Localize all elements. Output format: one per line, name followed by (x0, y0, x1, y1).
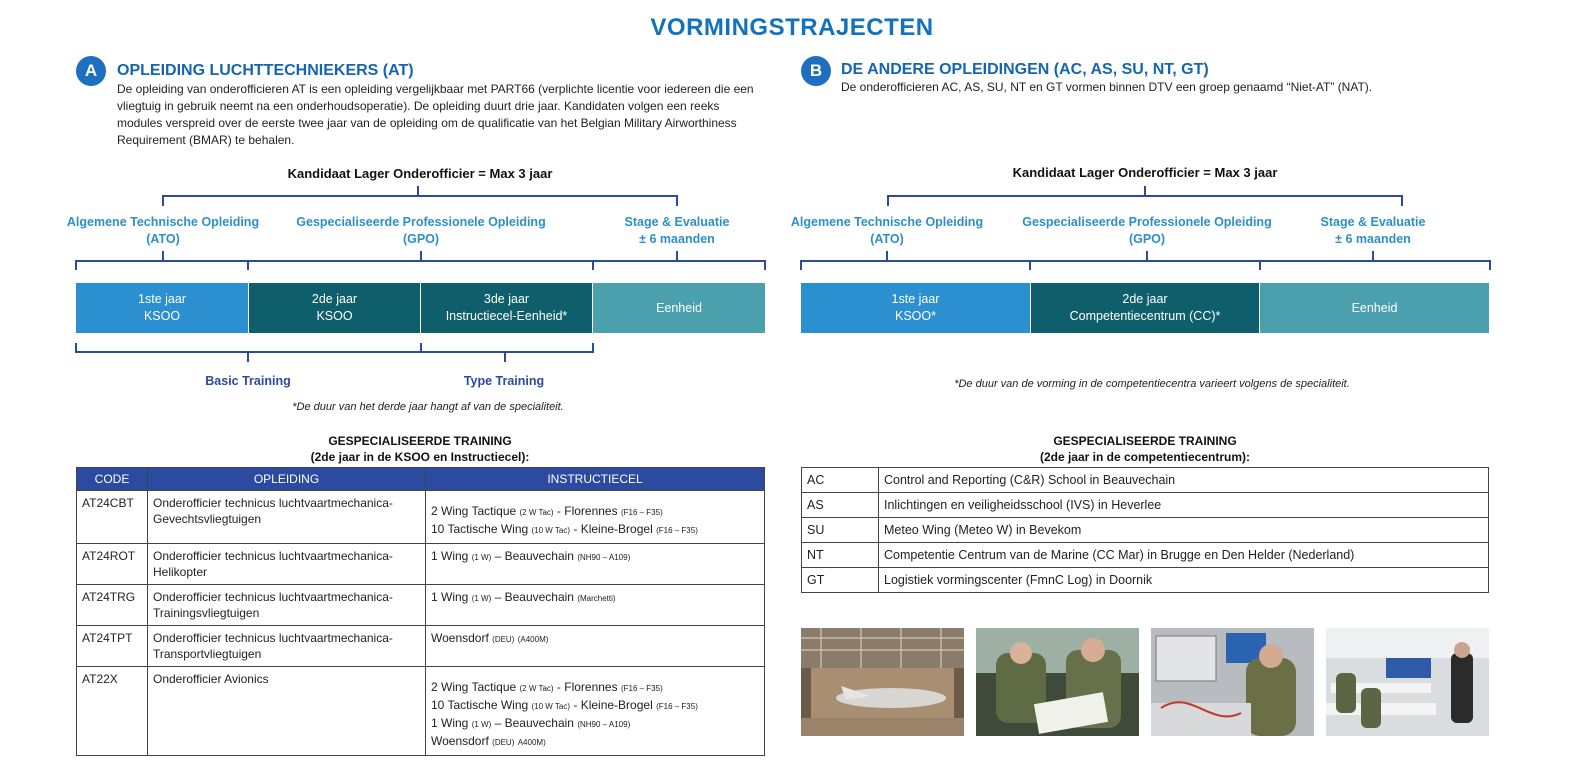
row-instructiecel (426, 626, 765, 667)
header-opleiding: OPLEIDING (148, 468, 426, 491)
instructiecel-text: Woensdorf (431, 631, 493, 645)
b-table-title-line2: (2de jaar in de competentiecentrum): (1039, 450, 1251, 464)
hangar-photo (801, 628, 964, 736)
row-code: AT24CBT (77, 491, 148, 544)
row-instructiecel (426, 491, 765, 544)
a-block-year1 (76, 283, 248, 333)
a-phase-gpo-line1: Gespecialiseerde Professionele Opleiding (296, 215, 546, 229)
b-block-year2 (1031, 283, 1259, 333)
page-title: VORMINGSTRAJECTEN (650, 14, 934, 41)
row-code: AC (802, 468, 879, 493)
table-row (802, 543, 1489, 568)
b-phase-ato (782, 214, 992, 248)
section-b-intro: De onderofficieren AC, AS, SU, NT en GT vormen binnen DTV een groep genaamd “Niet-AT” (NAT). (841, 80, 1373, 94)
a-block-year1-line1: 1ste jaar (138, 292, 186, 306)
row-opleiding: Onderofficier Avionics (148, 667, 426, 756)
row-code: AT24TPT (77, 626, 148, 667)
section-b-badge: B (801, 56, 831, 86)
instructiecel-detail: (NH90 – A109) (577, 553, 631, 562)
a-block-eenheid (593, 283, 765, 333)
instructiecel-text: - Florennes (553, 680, 621, 694)
row-instructiecel (426, 585, 765, 626)
instructiecel-line (431, 679, 759, 697)
a-table-body (77, 491, 765, 756)
b-phase-stage-line1: Stage & Evaluatie (1320, 215, 1426, 229)
b-phase-ato-line2: (ATO) (870, 232, 904, 246)
electronics-lab-photo (1151, 628, 1314, 736)
instructiecel-text: 10 Tactische Wing (431, 522, 532, 536)
a-block-year3-line2: Instructiecel-Eenheid* (445, 309, 568, 323)
a-table-title (220, 433, 620, 465)
table-row (77, 626, 765, 667)
instructiecel-text: 2 Wing Tactique (431, 504, 520, 518)
basic-training-label: Basic Training (205, 374, 291, 388)
b-phase-gpo-line1: Gespecialiseerde Professionele Opleiding (1022, 215, 1272, 229)
instructiecel-detail: (1 W) (471, 720, 492, 729)
row-description: Control and Reporting (C&R) School in Beauvechain (879, 468, 1489, 493)
table-header-row (77, 468, 765, 491)
b-block-year1-line2: KSOO* (895, 309, 936, 323)
table-row (77, 667, 765, 756)
instructiecel-detail: (10 W Tac) (531, 526, 571, 535)
b-phase-stage (1303, 214, 1443, 248)
a-training-table (76, 467, 765, 756)
instructiecel-detail: (F16 – F35) (656, 702, 698, 711)
a-block-year1-line2: KSOO (143, 309, 181, 323)
b-phase-gpo-line2: (GPO) (1128, 232, 1166, 246)
table-row (77, 491, 765, 544)
instructiecel-line (431, 521, 759, 539)
instructiecel-detail: (F16 – F35) (620, 508, 663, 517)
instructiecel-line (431, 715, 759, 733)
row-code: AT24ROT (77, 544, 148, 585)
instructiecel-line (431, 503, 759, 521)
instructiecel-detail: (1 W) (471, 553, 492, 562)
a-phase-stage-line1: Stage & Evaluatie (624, 215, 730, 229)
section-a-badge: A (76, 56, 106, 86)
instructiecel-detail: (2 W Tac) (519, 684, 554, 693)
row-code: AS (802, 493, 879, 518)
instructiecel-detail: (NH90 – A109) (577, 720, 631, 729)
a-table-title-line2: (2de jaar in de KSOO en Instructiecel): (310, 450, 530, 464)
row-code: AT24TRG (77, 585, 148, 626)
classroom-photo (1326, 628, 1489, 736)
table-row (802, 468, 1489, 493)
instructiecel-detail: (F16 – F35) (656, 526, 698, 535)
instructiecel-line (431, 630, 759, 648)
b-phase-stage-line2: ± 6 maanden (1335, 232, 1411, 246)
b-block-year1-line1: 1ste jaar (891, 292, 940, 306)
a-block-eenheid-line1: Eenheid (656, 300, 702, 315)
instructiecel-text: 1 Wing (431, 590, 472, 604)
b-block-year2-line2: Competentiecentrum (CC)* (1069, 309, 1221, 323)
instructiecel-text: 2 Wing Tactique (431, 680, 520, 694)
b-training-table (801, 467, 1489, 593)
header-code: CODE (77, 468, 148, 491)
table-row (802, 493, 1489, 518)
students-studying-photo (976, 628, 1139, 736)
instructiecel-detail: (1 W) (471, 594, 492, 603)
a-phase-stage-line2: ± 6 maanden (639, 232, 715, 246)
a-phase-gpo-line2: (GPO) (402, 232, 440, 246)
a-phase-gpo (276, 214, 566, 248)
a-diagram-note: *De duur van het derde jaar hangt af van de specialiteit. (292, 401, 564, 413)
section-a-title: OPLEIDING LUCHTTECHNIEKERS (AT) (117, 62, 414, 79)
instructiecel-text: 1 Wing (431, 549, 472, 563)
instructiecel-text: – Beauvechain (491, 716, 578, 730)
a-block-year2-line2: KSOO (316, 309, 353, 323)
a-block-year2 (249, 283, 420, 333)
row-instructiecel (426, 544, 765, 585)
row-code: NT (802, 543, 879, 568)
b-phase-ato-line1: Algemene Technische Opleiding (790, 215, 984, 229)
section-a-intro: De opleiding van onderofficieren AT is een opleiding vergelijkbaar met PART66 (verplichte licentie voor iedereen die een vliegtuig in gebruik neemt na een onderhoudsoperatie). De opleiding duurt drie jaar. Kandidaten volgen een reeks modules verspreid over de eerste twee jaar van de opleiding om de qualificatie van het Belgian Military Airworthiness Requirement (BMAR) te behalen. (117, 82, 754, 147)
instructiecel-text: 1 Wing (431, 716, 472, 730)
a-block-year3-line1: 3de jaar (483, 292, 530, 306)
type-training-label: Type Training (463, 374, 545, 388)
row-instructiecel (426, 667, 765, 756)
row-code: SU (802, 518, 879, 543)
b-diagram-note: *De duur van de vorming in de competentiecentra varieert volgens de specialiteit. (954, 378, 1350, 390)
b-phase-gpo (1002, 214, 1292, 248)
instructiecel-detail: (DEU) (492, 738, 515, 747)
table-row (77, 544, 765, 585)
table-row (802, 518, 1489, 543)
instructiecel-text: Woensdorf (431, 734, 493, 748)
instructiecel-detail: A400M) (517, 738, 546, 747)
instructiecel-detail: (DEU) (492, 635, 515, 644)
row-code: AT22X (77, 667, 148, 756)
a-phase-stage (607, 214, 747, 248)
table-row (802, 568, 1489, 593)
section-b-title: DE ANDERE OPLEIDINGEN (AC, AS, SU, NT, GT) (841, 61, 1209, 78)
b-table-body (802, 468, 1489, 593)
instructiecel-detail: (2 W Tac) (519, 508, 554, 517)
instructiecel-text: - Florennes (553, 504, 621, 518)
instructiecel-detail: (Marchetti) (577, 594, 616, 603)
row-description: Competentie Centrum van de Marine (CC Mar) in Brugge en Den Helder (Nederland) (879, 543, 1489, 568)
row-description: Logistiek vormingscenter (FmnC Log) in Doornik (879, 568, 1489, 593)
instructiecel-text: – Beauvechain (491, 590, 578, 604)
instructiecel-text: - Kleine-Brogel (570, 522, 657, 536)
row-description: Meteo Wing (Meteo W) in Bevekom (879, 518, 1489, 543)
row-opleiding: Onderofficier technicus luchtvaartmechanica- Gevechtsvliegtuigen (148, 491, 426, 544)
b-table-title-line1: GESPECIALISEERDE TRAINING (1053, 434, 1237, 448)
b-block-year2-line1: 2de jaar (1122, 292, 1168, 306)
instructiecel-line (431, 733, 759, 751)
a-diagram-heading: Kandidaat Lager Onderofficier = Max 3 jaar (287, 166, 553, 181)
instructiecel-detail: (10 W Tac) (531, 702, 571, 711)
instructiecel-text: – Beauvechain (491, 549, 578, 563)
a-phase-ato-line2: (ATO) (146, 232, 180, 246)
a-phase-ato (58, 214, 268, 248)
instructiecel-text: 10 Tactische Wing (431, 698, 532, 712)
instructiecel-detail: (A400M) (517, 635, 549, 644)
row-opleiding: Onderofficier technicus luchtvaartmechanica- Helikopter (148, 544, 426, 585)
table-row (77, 585, 765, 626)
a-phase-ato-line1: Algemene Technische Opleiding (66, 215, 260, 229)
row-opleiding: Onderofficier technicus luchtvaartmechanica- Trainingsvliegtuigen (148, 585, 426, 626)
instructiecel-line (431, 589, 759, 607)
a-table-title-line1: GESPECIALISEERDE TRAINING (328, 434, 512, 448)
instructiecel-line (431, 548, 759, 566)
row-opleiding: Onderofficier technicus luchtvaartmechanica- Transportvliegtuigen (148, 626, 426, 667)
row-code: GT (802, 568, 879, 593)
instructiecel-line (431, 697, 759, 715)
b-block-eenheid (1260, 283, 1489, 333)
a-block-year3 (421, 283, 592, 333)
header-instructiecel: INSTRUCTIECEL (426, 468, 765, 491)
b-table-title (945, 433, 1345, 465)
instructiecel-detail: (F16 – F35) (620, 684, 663, 693)
b-block-year1 (801, 283, 1030, 333)
row-description: Inlichtingen en veiligheidsschool (IVS) in Heverlee (879, 493, 1489, 518)
b-diagram-heading: Kandidaat Lager Onderofficier = Max 3 jaar (1012, 165, 1278, 180)
b-block-eenheid-line1: Eenheid (1351, 300, 1398, 315)
instructiecel-text: - Kleine-Brogel (570, 698, 657, 712)
a-block-year2-line1: 2de jaar (311, 292, 358, 306)
